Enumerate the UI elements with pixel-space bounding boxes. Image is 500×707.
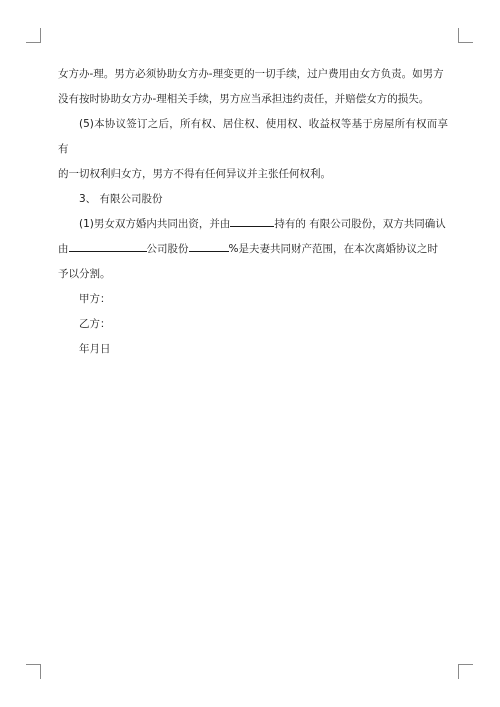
shares-text-d: 公司股份 [146,243,189,255]
crop-mark-top-right [458,28,473,43]
shares-text-b: 持有的 有限公司股份，双方共同确认 [274,218,446,230]
paragraph-rights-line-1: (5)本协议签订之后，所有权、居住权、使用权、收益权等基于房屋所有权而享有 [58,118,448,155]
signature-party-a: 甲方： [79,293,111,305]
blank-owner [69,239,147,252]
paragraph-rights-line-2: 的一切权利归女方，男方不得有任何异议并主张任何权利。 [58,168,331,180]
paragraph-shares-line-2 [58,237,448,262]
paragraph-shares-line-3: 予以分割。 [58,268,111,280]
crop-mark-bottom-left [26,664,41,679]
shares-text-a: (1)男女双方婚内共同出资，并由 [79,218,231,230]
paragraph-transfer-line-2: 没有按时协助女方办-理相关手续，男方应当承担违约责任，并赔偿女方的损失。 [58,93,430,105]
paragraph-shares-line-1 [58,212,448,237]
shares-text-e: %是夫妻共同财产范围，在本次离婚协议之时 [228,243,438,255]
shares-text-c: 由 [58,243,69,255]
section-heading-shares: 3、 有限公司股份 [79,193,163,205]
signature-date: 年月日 [79,343,111,355]
paragraph-transfer-line-1: 女方办-理。男方必须协助女方办-理变更的一切手续，过户费用由女方负责。如男方 [58,68,444,80]
document-body [58,62,448,362]
blank-holder [230,214,274,227]
crop-mark-top-left [26,28,41,43]
crop-mark-bottom-right [458,664,473,679]
signature-party-b: 乙方： [79,318,111,330]
blank-percentage [189,239,229,252]
